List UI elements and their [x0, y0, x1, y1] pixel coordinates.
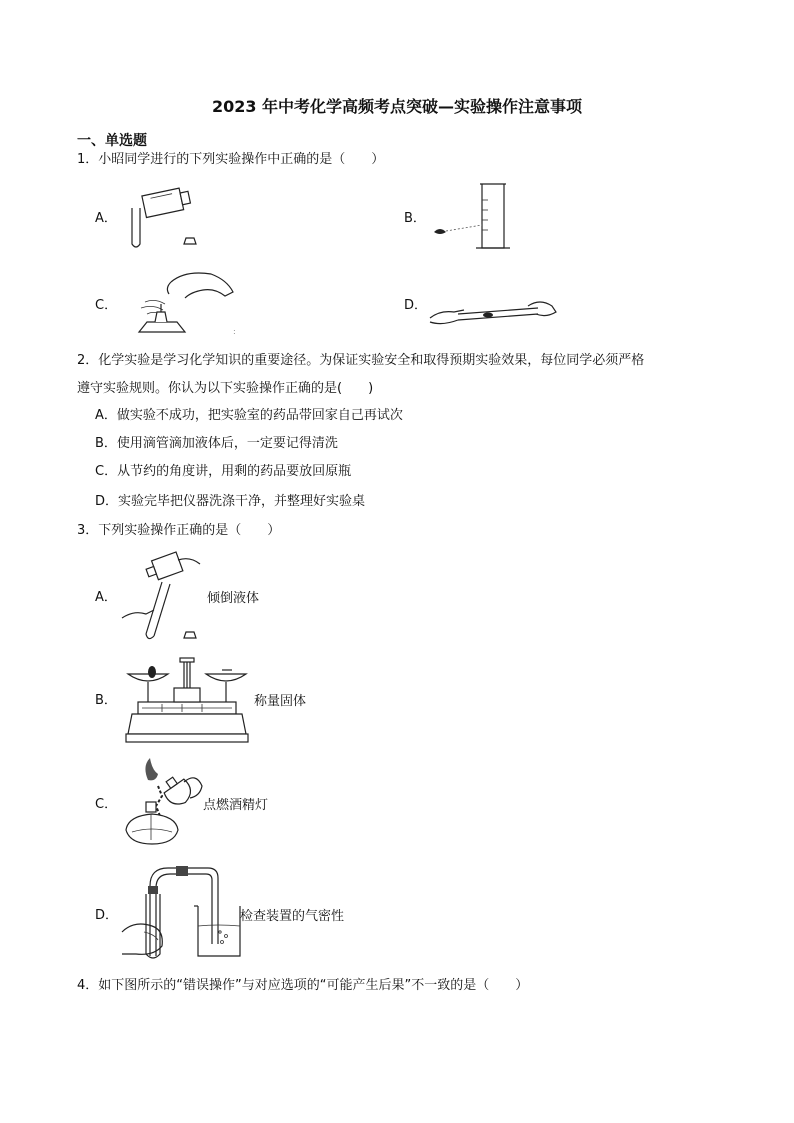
- alcohol-lamp-lighting-icon: [118, 756, 206, 852]
- q3-stem: 3．下列实验操作正确的是（ ）: [77, 523, 281, 538]
- svg-text::: :: [233, 327, 236, 336]
- q3-option-a-caption: 倾倒液体: [207, 591, 260, 606]
- q3-option-d-caption: 检查装置的气密性: [240, 909, 345, 924]
- q2-stem-line1: 2．化学实验是学习化学知识的重要途径。为保证实验安全和取得预期实验效果，每位同学必须严格: [77, 353, 645, 368]
- q2-stem-line2: 遵守实验规则。你认为以下实验操作正确的是( ): [77, 381, 374, 396]
- q2-option-d: D．实验完毕把仪器洗涤干净，并整理好实验桌: [95, 494, 366, 509]
- q3-option-b-caption: 称量固体: [254, 694, 307, 709]
- balance-scale-icon: [122, 652, 252, 748]
- q4-stem: 4．如下图所示的“错误操作”与对应选项的“可能产生后果”不一致的是（ ）: [77, 978, 529, 993]
- q3-option-c-label: C．: [95, 797, 118, 812]
- graduated-cylinder-reading-icon: [430, 180, 510, 255]
- q2-option-b: B．使用滴管滴加液体后，一定要记得清洗: [95, 436, 338, 451]
- page-title: 2023 年中考化学高频考点突破—实验操作注意事项: [211, 97, 583, 116]
- airtightness-check-icon: [118, 860, 242, 962]
- q1-stem: 1．小昭同学进行的下列实验操作中正确的是（ ）: [77, 152, 385, 167]
- q2-option-a: A．做实验不成功，把实验室的药品带回家自己再试次: [95, 408, 403, 423]
- q3-option-c-caption: 点燃酒精灯: [203, 798, 269, 813]
- q2-option-c: C．从节约的角度讲，用剩的药品要放回原瓶: [95, 464, 352, 479]
- q3-option-d-label: D．: [95, 908, 119, 923]
- pouring-bottle-icon: [122, 186, 212, 256]
- test-tube-heating-icon: [428, 292, 558, 332]
- smelling-gas-icon: [125, 268, 245, 340]
- q1-option-d-label: D．: [404, 298, 428, 313]
- section-heading: 一、单选题: [77, 133, 147, 149]
- q1-option-a-label: A．: [95, 211, 117, 226]
- pouring-liquid-icon: [118, 552, 210, 644]
- q1-option-b-label: B．: [404, 211, 426, 226]
- q3-option-b-label: B．: [95, 693, 117, 708]
- q3-option-a-label: A．: [95, 590, 117, 605]
- q1-option-c-label: C．: [95, 298, 118, 313]
